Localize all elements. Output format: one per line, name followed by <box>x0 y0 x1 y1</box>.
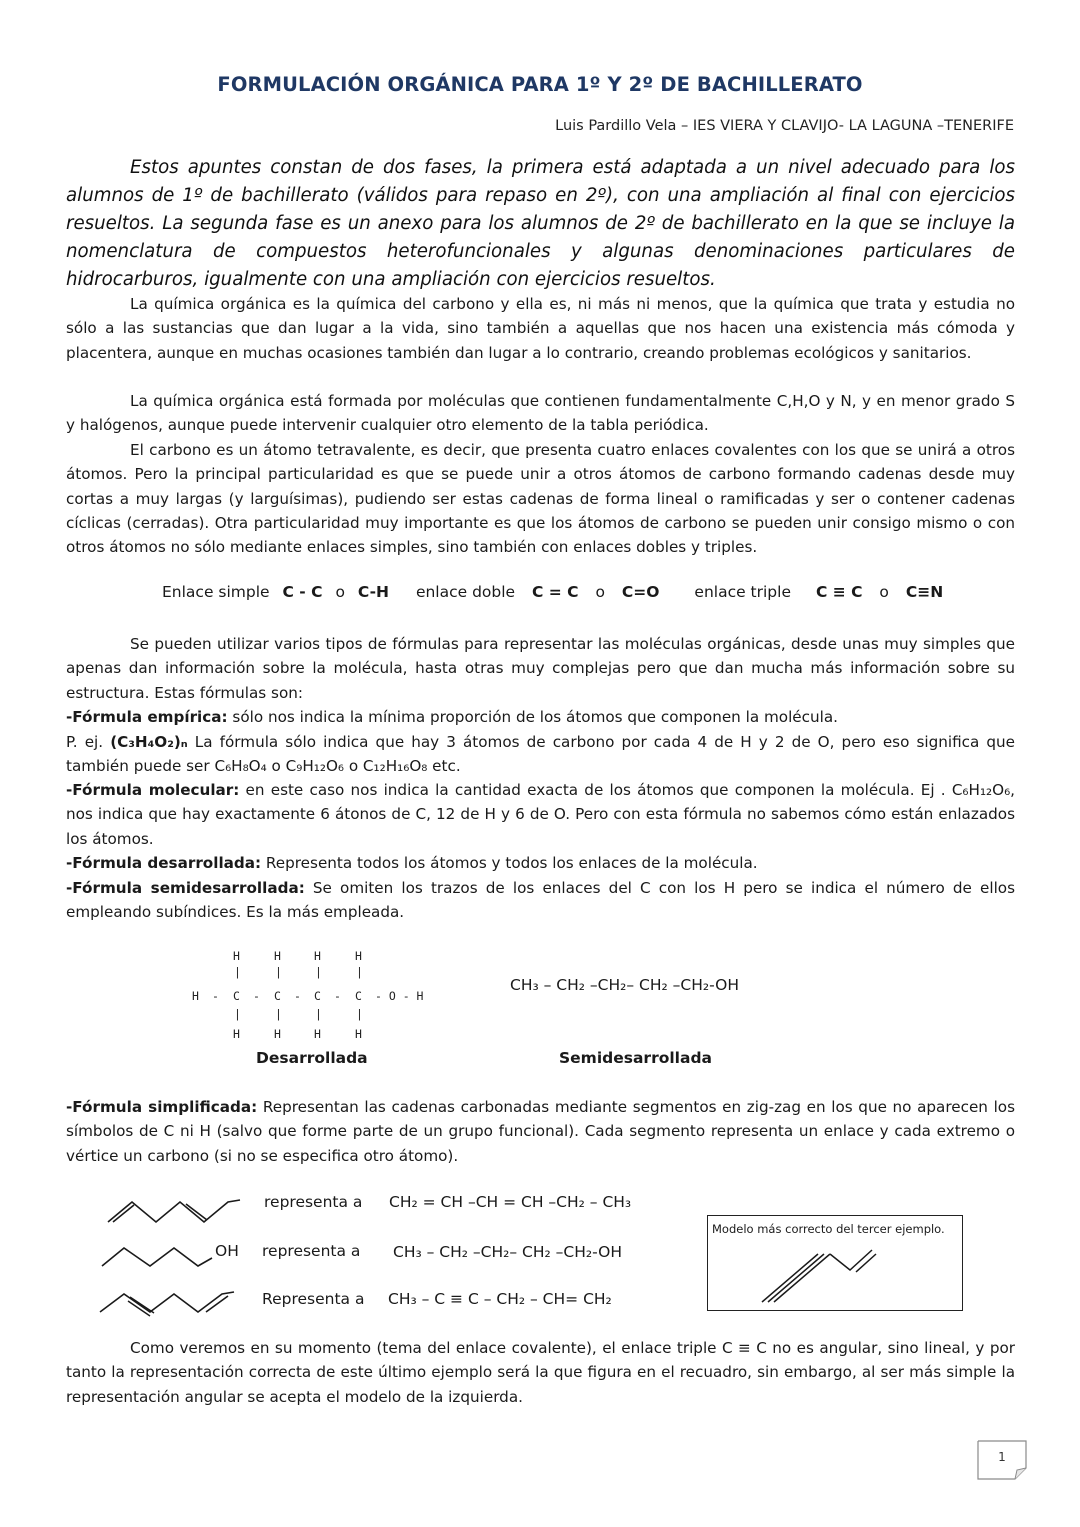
atom-c: C <box>355 989 362 1003</box>
double-bond-co: C=O <box>621 583 660 601</box>
semi-developed-caption: Semidesarrollada <box>559 1049 713 1067</box>
atom-c: C <box>274 989 281 1003</box>
bond-bar: | <box>315 965 322 979</box>
formula-semidesarrollada <box>66 876 1015 925</box>
formula-desarrollada <box>66 851 1015 875</box>
skeletal-enyne-icon <box>98 1288 238 1318</box>
oh-tail: - O - H <box>375 989 424 1003</box>
triple-bond-cc: C ≡ C <box>815 583 863 601</box>
bond-bar: | <box>315 1007 322 1021</box>
example-formula: (C₃H₄O₂)ₙ <box>110 733 188 751</box>
paragraph-enlace-triple: Como veremos en su momento (tema del enlace covalente), el enlace triple C ≡ C no es angular, sino lineal, y por tanto la representación correcta de este último ejemplo será la que figura en el recuadro, sin embargo, al ser más simple la representación angular se acepta el modelo de la izquierda. <box>66 1339 1015 1406</box>
formula-empirica-example <box>66 730 1015 779</box>
formula-simplificada-text: Representan las cadenas carbonadas mediante segmentos en zig-zag en los que no aparecen los símbolos de C ni H (salvo que forme parte de un grupo funcional). Cada segmento representa un enlace y cada extremo o vértice un carbono (si no se especifica otro átomo). <box>66 1098 1015 1165</box>
double-bond-or: o <box>595 583 605 601</box>
linear-triple-bond-icon <box>754 1246 894 1306</box>
bond-bar: | <box>356 1007 363 1021</box>
correct-model-box <box>707 1215 963 1311</box>
simple-bond-ch: C-H <box>357 583 389 601</box>
simple-bond-cc: C - C <box>282 583 323 601</box>
paragraph-tipos-formulas: Se pueden utilizar varios tipos de fórmulas para representar las moléculas orgánicas, desde unas muy simples que apenas dan información sobre la molécula, hasta otras muy complejas pero que dan mucha más información sobre su estructura. Estas fórmulas son: <box>66 635 1015 702</box>
intro-paragraph: Estos apuntes constan de dos fases, la primera está adaptada a un nivel adecuado para los alumnos de 1º de bachillerato (válidos para repaso en 2º), con una ampliación al final con ejercicios resueltos. La segunda fase es un anexo para los alumnos de 2º de bachillerato en la que se incluye la nomenclatura de compuestos heterofuncionales y algunas denominaciones particulares de hidrocarburos, igualmente con una ampliación con ejercicios resueltos. <box>66 157 1015 290</box>
atom-h: H <box>233 949 240 963</box>
correct-model-label: Modelo más correcto del tercer ejemplo. <box>712 1222 945 1236</box>
bond-types-line <box>162 583 943 601</box>
bond-dash: - <box>294 989 301 1003</box>
atom-h: H <box>192 989 199 1003</box>
developed-caption: Desarrollada <box>256 1049 368 1067</box>
atom-h: H <box>355 1027 362 1041</box>
bond-bar: | <box>234 965 241 979</box>
bond-bar: | <box>275 1007 282 1021</box>
formula-simplificada <box>66 1095 1015 1168</box>
triple-bond-label: enlace triple <box>694 583 791 601</box>
atom-h: H <box>314 949 321 963</box>
example-2-formula: CH₃ – CH₂ –CH₂– CH₂ –CH₂-OH <box>393 1243 622 1261</box>
bond-bar: | <box>356 965 363 979</box>
formula-empirica-term: -Fórmula empírica: <box>66 708 228 726</box>
atom-h: H <box>314 1027 321 1041</box>
example-3-formula: CH₃ – C ≡ C – CH₂ – CH= CH₂ <box>388 1290 612 1308</box>
semi-developed-formula: CH₃ – CH₂ –CH₂– CH₂ –CH₂-OH <box>510 976 739 994</box>
paragraph-quimica-organica: La química orgánica es la química del carbono y ella es, ni más ni menos, que la química que trata y estudia no sólo a las sustancias que dan lugar a la vida, sino también a aquellas que nos hacen una existencia más cómoda y placentera, aunque en muchas ocasiones también dan lugar a lo contrario, creando problemas ecológicos y sanitarios. <box>66 295 1015 362</box>
atom-h: H <box>355 949 362 963</box>
example-1-formula: CH₂ = CH –CH = CH –CH₂ – CH₃ <box>389 1193 632 1211</box>
page-number: 1 <box>998 1450 1006 1464</box>
formula-molecular-text: en este caso nos indica la cantidad exacta de los átomos que componen la molécula. Ej . C₆H₁₂O₆, nos indica que hay exactamente 6 átonos de C, 12 de H y 6 de O. Pero con esta fórmula no sabemos cómo están enlazados los átomos. <box>66 781 1015 848</box>
atom-h: H <box>274 949 281 963</box>
atom-h: H <box>274 1027 281 1041</box>
simple-bond-label: Enlace simple <box>162 583 270 601</box>
author-line: Luis Pardillo Vela – IES VIERA Y CLAVIJO- LA LAGUNA –TENERIFE <box>555 118 1014 134</box>
page-title: FORMULACIÓN ORGÁNICA PARA 1º Y 2º DE BACHILLERATO <box>217 73 863 96</box>
example-prefix: P. ej. <box>66 733 104 751</box>
simple-bond-or: o <box>335 583 345 601</box>
atom-c: C <box>233 989 240 1003</box>
skeletal-hexadiene-icon <box>104 1196 244 1226</box>
double-bond-cc: C = C <box>532 583 579 601</box>
formula-semidesarrollada-term: -Fórmula semidesarrollada: <box>66 879 305 897</box>
triple-bond-or: o <box>879 583 889 601</box>
bond-bar: | <box>234 1007 241 1021</box>
example-3-label: Representa a <box>262 1290 365 1308</box>
paragraph-carbono: El carbono es un átomo tetravalente, es decir, que presenta cuatro enlaces covalentes con los que se unirá a otros átomos. Pero la principal particularidad es que se puede unir a otros átomos de carbono formando cadenas desde muy cortas a muy largas (y larguísimas), pudiendo ser estas cadenas de forma lineal o ramificadas y ser o contener cadenas cíclicas (cerradas). Otra particularidad muy importante es que los átomos de carbono se pueden unir consigo mismo o con otros átomos no sólo mediante enlaces simples, sino también con enlaces dobles y triples. <box>66 441 1015 557</box>
formula-desarrollada-text: Representa todos los átomos y todos los enlaces de la molécula. <box>261 854 758 872</box>
atom-c: C <box>314 989 321 1003</box>
bond-dash: - <box>212 989 219 1003</box>
skeletal-pentanol-icon <box>100 1244 215 1270</box>
example-2-oh: OH <box>215 1242 239 1260</box>
formula-empirica <box>66 705 1015 729</box>
formula-semidesarrollada-text: Se omiten los trazos de los enlaces del C con los H pero se indica el número de ellos empleando subíndices. Es la más empleada. <box>66 879 1015 922</box>
example-text: La fórmula sólo indica que hay 3 átomos de carbono por cada 4 de H y 2 de O, pero eso significa que también puede ser C₆H₈O₄ o C₉H₁₂O₆ o C₁₂H₁₆O₈ etc. <box>66 733 1015 776</box>
double-bond-label: enlace doble <box>415 583 516 601</box>
formula-desarrollada-term: -Fórmula desarrollada: <box>66 854 262 872</box>
example-2-label: representa a <box>262 1242 361 1260</box>
formula-empirica-text: sólo nos indica la mínima proporción de los átomos que componen la molécula. <box>227 708 838 726</box>
paragraph-composicion: La química orgánica está formada por moléculas que contienen fundamentalmente C,H,O y N, y en menor grado S y halógenos, aunque puede intervenir cualquier otro elemento de la tabla periódica. <box>66 392 1015 435</box>
formula-simplificada-term: -Fórmula simplificada: <box>66 1098 258 1116</box>
developed-formula <box>186 945 426 1045</box>
example-1-label: representa a <box>264 1193 363 1211</box>
triple-bond-cn: C≡N <box>905 583 944 601</box>
bond-bar: | <box>275 965 282 979</box>
atom-h: H <box>233 1027 240 1041</box>
bond-dash: - <box>253 989 260 1003</box>
bond-dash: - <box>334 989 341 1003</box>
formula-molecular <box>66 778 1015 851</box>
formula-molecular-term: -Fórmula molecular: <box>66 781 240 799</box>
